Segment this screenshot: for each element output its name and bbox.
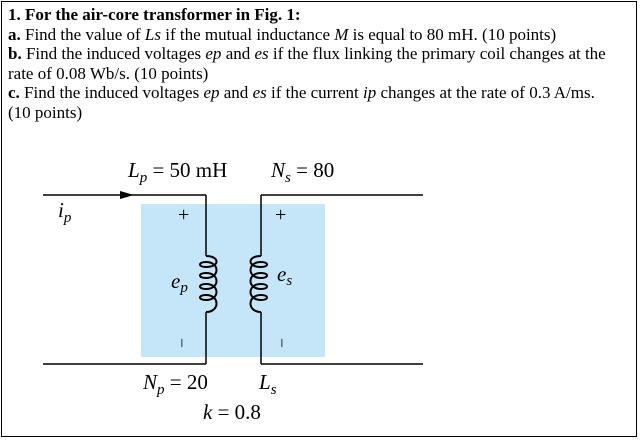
part-b-cont: rate of 0.08 Wb/s. (10 points): [8, 63, 209, 83]
np-label: $N_p = 20$: [143, 370, 208, 398]
k-label: k = 0.8: [203, 400, 261, 424]
primary-plus: +: [178, 204, 190, 226]
part-b: b. Find the induced voltages ep and es if the flux linking the primary coil changes at the: [8, 44, 606, 63]
part-c-cont: (10 points): [8, 102, 83, 122]
air-core: [141, 204, 325, 357]
ip-label: $i_p$: [58, 198, 72, 226]
secondary-plus: +: [275, 204, 287, 226]
ns-label: $N_s = 80$: [271, 158, 335, 186]
part-c: c. Find the induced voltages ep and es if the current ip changes at the rate of 0.3 A/ms.: [8, 83, 595, 102]
primary-minus: –: [174, 339, 191, 347]
problem-title: 1. For the air-core transformer in Fig. 1:: [8, 5, 301, 24]
part-a: a. Find the value of Ls if the mutual inductance M is equal to 80 mH. (10 points): [8, 24, 557, 44]
lp-label: $L_p = 50$ mH: [128, 158, 228, 186]
ls-label: $L_s$: [259, 370, 277, 398]
es-label: es: [277, 262, 293, 289]
ep-label: ep: [171, 269, 188, 296]
secondary-minus: –: [274, 339, 291, 347]
current-arrow: [120, 191, 134, 199]
